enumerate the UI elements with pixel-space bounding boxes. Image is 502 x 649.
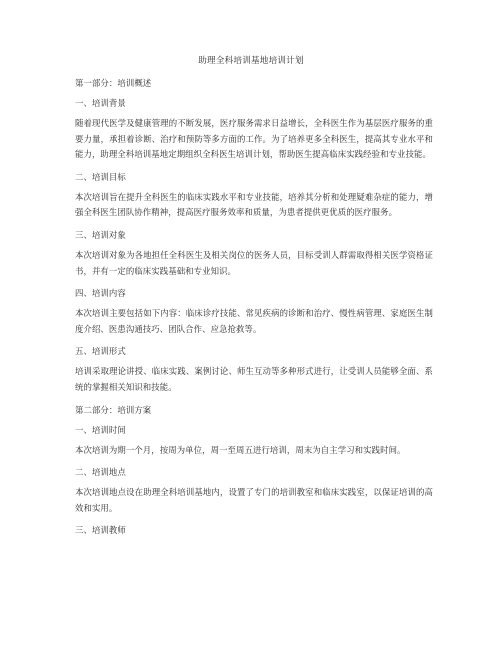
paragraph: 本次培训旨在提升全科医生的临床实践水平和专业技能，培养其分析和处理疑难杂症的能力，增强全科医生团队协作精神，提高医疗服务效率和质量，为患者提供更优质的医疗服务。 xyxy=(75,191,433,218)
paragraph: 随着现代医学及健康管理的不断发展，医疗服务需求日益增长，全科医生作为基层医疗服务的重要力量，承担着诊断、治疗和预防等多方面的工作。为了培养更多全科医生，提高其专业水平和能力，助理全科培训基地定期组织全科医生培训计划，帮助医生提高临床实践经验和专业技能。 xyxy=(75,118,433,160)
subsection-heading: 四、培训内容 xyxy=(75,288,126,299)
subsection-heading: 二、培训地点 xyxy=(75,467,126,478)
paragraph: 本次培训为期一个月，按周为单位，周一至周五进行培训，周末为自主学习和实践时间。 xyxy=(75,444,406,455)
subsection-heading: 三、培训对象 xyxy=(75,229,126,240)
document-body xyxy=(75,78,433,545)
section-heading: 第二部分：培训方案 xyxy=(75,404,152,415)
subsection-heading: 一、培训时间 xyxy=(75,424,126,435)
subsection-heading: 五、培训形式 xyxy=(75,346,126,357)
subsection-heading: 一、培训背景 xyxy=(75,98,126,108)
subsection-heading: 三、培训教师 xyxy=(75,525,126,536)
document-title: 助理全科培训基地培训计划 xyxy=(198,56,304,66)
paragraph: 本次培训对象为各地担任全科医生及相关岗位的医务人员，目标受训人群需取得相关医学资格证书，并有一定的临床实践基础和专业知识。 xyxy=(75,249,433,276)
paragraph: 本次培训地点设在助理全科培训基地内，设置了专门的培训教室和临床实践室，以保证培训的高效和实用。 xyxy=(75,487,433,513)
subsection-heading: 二、培训目标 xyxy=(75,171,126,182)
section-heading: 第一部分：培训概述 xyxy=(75,78,152,88)
paragraph: 本次培训主要包括如下内容：临床诊疗技能、常见疾病的诊断和治疗、慢性病管理、家庭医生制度介绍、医患沟通技巧、团队合作、应急抢救等。 xyxy=(75,308,433,334)
paragraph: 培训采取理论讲授、临床实践、案例讨论、师生互动等多种形式进行，让受训人员能够全面、系统的掌握相关知识和技能。 xyxy=(75,366,433,392)
